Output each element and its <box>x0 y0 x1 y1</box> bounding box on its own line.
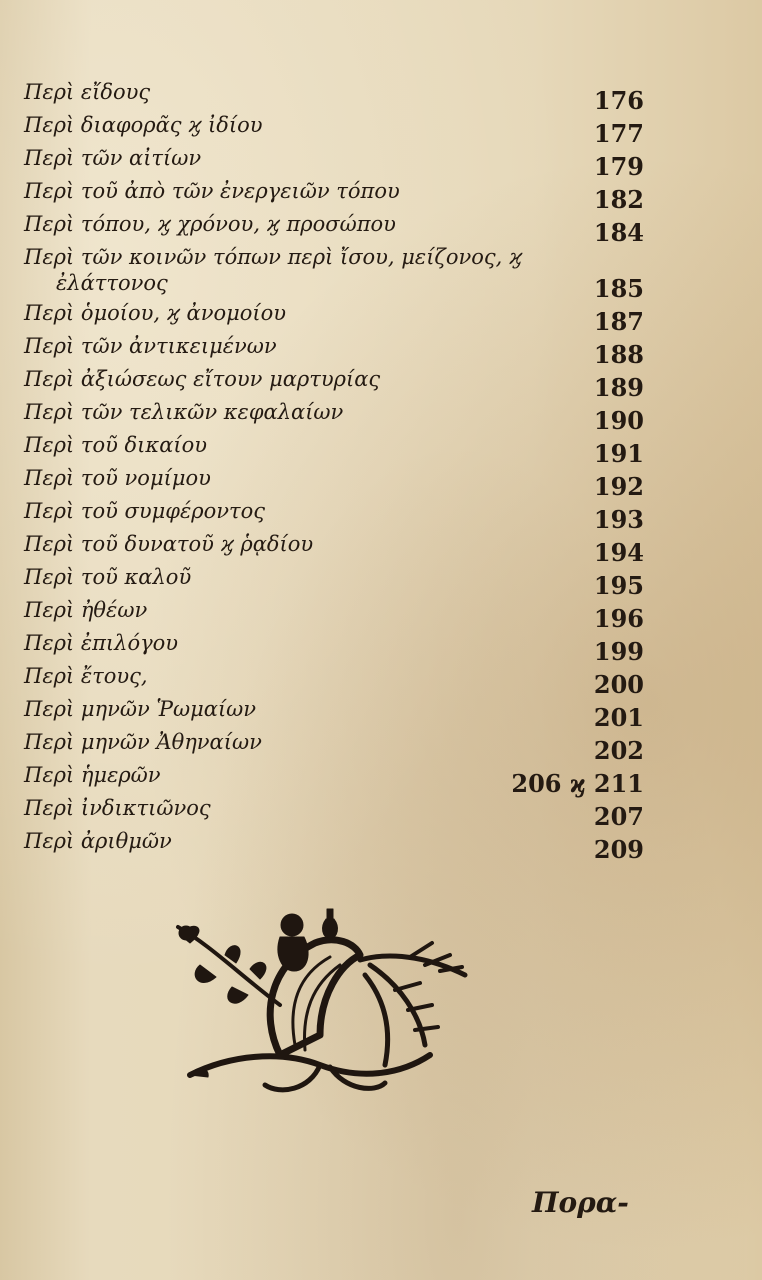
toc-page-number: 207 <box>593 802 644 831</box>
toc-entry <box>24 561 644 600</box>
toc-entry <box>24 330 644 369</box>
toc-entry <box>24 142 644 181</box>
toc-entry-title: Περὶ τῶν κοινῶν τόπων περὶ ἴσου, μείζονος, ϗ <box>24 245 523 269</box>
toc-page-number: 195 <box>593 571 644 600</box>
catchword: Πορα- <box>532 1186 629 1219</box>
toc-entry-title: Περὶ τοῦ ἀπὸ τῶν ἐνεργειῶν τόπου <box>24 179 400 203</box>
toc-page-number: 191 <box>593 439 644 468</box>
toc-entry-title: Περὶ τόπου, ϗ χρόνου, ϗ προσώπου <box>24 212 396 236</box>
toc-page-number: 188 <box>593 340 644 369</box>
toc-entry <box>24 792 644 831</box>
toc-entry-title: Περὶ ἡμερῶν <box>24 763 161 787</box>
toc-page-number: 189 <box>593 373 644 402</box>
toc-page-number: 190 <box>593 406 644 435</box>
toc-entry <box>24 208 644 247</box>
toc-entry <box>24 594 644 633</box>
toc-entry-title: Περὶ ἠθέων <box>24 598 148 622</box>
toc-entry-title: Περὶ τοῦ νομίμου <box>24 466 211 490</box>
toc-entry-continuation: ἐλάττονος <box>56 271 168 295</box>
toc-entry-title: Περὶ τῶν αἰτίων <box>24 146 202 170</box>
toc-entry-title: Περὶ τοῦ συμφέροντος <box>24 499 266 523</box>
toc-page-number: 192 <box>593 472 644 501</box>
toc-entry <box>24 429 644 468</box>
toc-entry <box>24 297 644 336</box>
toc-entry <box>24 495 644 534</box>
toc-page-number: 202 <box>593 736 644 765</box>
toc-page-number: 185 <box>593 274 644 303</box>
toc-entry <box>24 241 644 303</box>
toc-entry <box>24 627 644 666</box>
toc-page-number: 199 <box>593 637 644 666</box>
toc-entry-title: Περὶ μηνῶν Ῥωμαίων <box>24 697 257 721</box>
toc-entry <box>24 693 644 732</box>
toc-entry <box>24 759 644 798</box>
toc-entry <box>24 726 644 765</box>
toc-entry <box>24 109 644 148</box>
toc-entry-title: Περὶ ὁμοίου, ϗ ἀνομοίου <box>24 301 287 325</box>
toc-entry-title: Περὶ ἰνδικτιῶνος <box>24 796 211 820</box>
toc-entry-title: Περὶ ἐπιλόγου <box>24 631 179 655</box>
toc-entry-title: Περὶ τοῦ δικαίου <box>24 433 208 457</box>
toc-page-number: 201 <box>593 703 644 732</box>
toc-entry <box>24 462 644 501</box>
toc-page-number: 206 ϗ 211 <box>511 769 644 798</box>
woodcut-ornament-icon <box>170 905 470 1100</box>
toc-entry-title: Περὶ τῶν ἀντικειμένων <box>24 334 277 358</box>
toc-entry-title: Περὶ τοῦ καλοῦ <box>24 565 192 589</box>
toc-entry <box>24 76 644 115</box>
toc-entry-title: Περὶ μηνῶν Ἀθηναίων <box>24 730 262 754</box>
toc-page-number: 176 <box>593 86 644 115</box>
toc-entry-title: Περὶ ἀριθμῶν <box>24 829 172 853</box>
toc-entry <box>24 528 644 567</box>
toc-entry <box>24 175 644 214</box>
toc-page-number: 194 <box>593 538 644 567</box>
toc-entry-title: Περὶ τῶν τελικῶν κεφαλαίων <box>24 400 344 424</box>
toc-entry <box>24 396 644 435</box>
toc-entry-title: Περὶ τοῦ δυνατοῦ ϗ ῥᾳδίου <box>24 532 314 556</box>
toc-page-number: 200 <box>593 670 644 699</box>
toc-page-number: 209 <box>593 835 644 864</box>
toc-page-number: 182 <box>593 185 644 214</box>
toc-page-number: 177 <box>593 119 644 148</box>
toc-page-number: 184 <box>593 218 644 247</box>
toc-page-number: 187 <box>593 307 644 336</box>
toc-page-number: 179 <box>593 152 644 181</box>
toc-page-number: 193 <box>593 505 644 534</box>
toc-entry-title: Περὶ εἴδους <box>24 80 151 104</box>
toc-entry <box>24 660 644 699</box>
toc-entry <box>24 363 644 402</box>
toc-entry <box>24 825 644 864</box>
toc-page-number: 196 <box>593 604 644 633</box>
toc-entry-title: Περὶ διαφορᾶς ϗ ἰδίου <box>24 113 263 137</box>
table-of-contents <box>24 76 644 864</box>
toc-entry-title: Περὶ ἀξιώσεως εἴτουν μαρτυρίας <box>24 367 381 391</box>
toc-entry-title: Περὶ ἔτους, <box>24 664 148 688</box>
